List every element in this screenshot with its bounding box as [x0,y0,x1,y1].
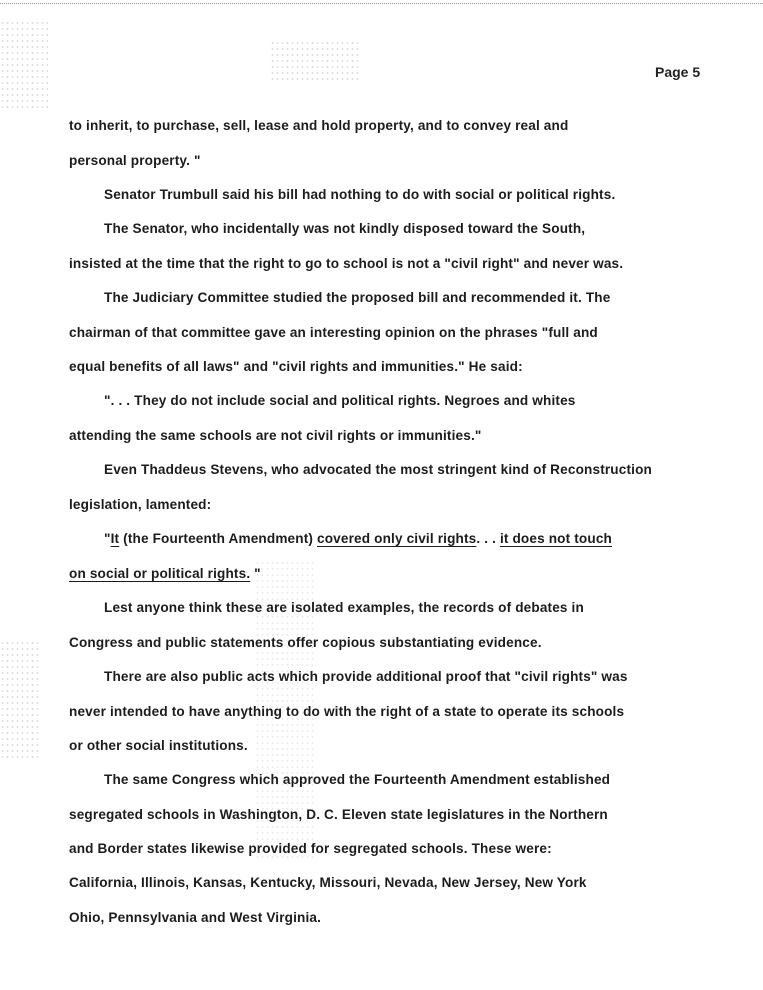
text-line: never intended to have anything to do with the right of a state to operate its schools [69,704,625,719]
text-line: or other social institutions. [69,738,248,753]
underlined-text: covered only civil rights [317,531,477,546]
quote-line: attending the same schools are not civil rights or immunities." [69,428,482,443]
text-line: California, Illinois, Kansas, Kentucky, Missouri, Nevada, New Jersey, New York [69,875,587,890]
text-line: The Judiciary Committee studied the proposed bill and recommended it. The [104,290,611,305]
text-line: Lest anyone think these are isolated examples, the records of debates in [104,600,584,615]
text-line: legislation, lamented: [69,497,212,512]
quote-text: (the Fourteenth Amendment) [119,531,317,546]
text-line: insisted at the time that the right to go to school is not a "civil right" and never was. [69,256,624,271]
quote-line-underlined [69,566,261,581]
scan-noise-left [0,20,48,110]
text-line: The same Congress which approved the Fourteenth Amendment established [104,772,611,787]
text-line: equal benefits of all laws" and "civil rights and immunities." He said: [69,359,523,374]
text-line: segregated schools in Washington, D. C. Eleven state legislatures in the Northern [69,807,608,822]
text-line: Congress and public statements offer copious substantiating evidence. [69,635,542,650]
quote-mark: " [104,531,111,546]
text-line: Ohio, Pennsylvania and West Virginia. [69,910,322,925]
quote-mark: " [250,566,261,581]
scan-noise-left-lower [0,640,40,760]
text-line: Even Thaddeus Stevens, who advocated the most stringent kind of Reconstruction [104,462,652,477]
scan-noise-top [270,40,360,80]
underlined-text: on social or political rights. [69,566,251,581]
underlined-text: It [110,531,120,546]
page-number: Page 5 [655,64,701,80]
quote-line-underlined [104,531,612,546]
page-top-edge [0,3,763,4]
text-line: and Border states likewise provided for segregated schools. These were: [69,841,552,856]
text-line: The Senator, who incidentally was not kindly disposed toward the South, [104,221,586,236]
text-line: to inherit, to purchase, sell, lease and hold property, and to convey real and [69,118,569,133]
quote-line: ". . . They do not include social and political rights. Negroes and whites [104,393,576,408]
text-line: There are also public acts which provide additional proof that "civil rights" was [104,669,628,684]
text-line: Senator Trumbull said his bill had nothing to do with social or political rights. [104,187,616,202]
text-line: personal property. " [69,153,201,168]
underlined-text: it does not touch [499,531,612,546]
ellipsis: . . . [476,531,500,546]
text-line: chairman of that committee gave an interesting opinion on the phrases "full and [69,325,598,340]
